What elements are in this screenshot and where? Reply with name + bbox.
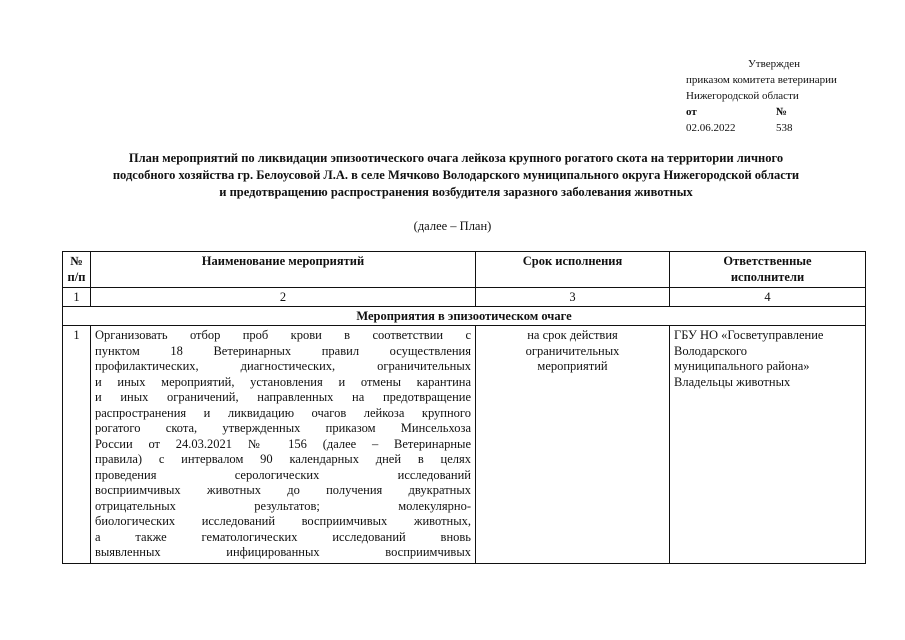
column-number: 1 xyxy=(63,288,91,307)
document-title-line-1: План мероприятий по ликвидации эпизоотического очага лейкоза крупного рогатого скота на территории личного xyxy=(128,151,784,165)
approval-values xyxy=(686,120,837,136)
row-name-line: Организовать отбор проб крови в соответствии с xyxy=(95,328,471,342)
table-row xyxy=(63,326,866,564)
document-subtitle: (далее – План) xyxy=(413,219,492,233)
header-resp-line-1: Ответственные xyxy=(723,254,812,268)
document-title-line-3: и предотвращению распространения возбудителя заразного заболевания животных xyxy=(219,185,693,199)
row-resp-line: муниципального района» xyxy=(674,359,810,373)
header-resp xyxy=(670,252,866,288)
row-name-line: восприимчивых животных до получения двукратных xyxy=(95,483,471,497)
row-term-line: на срок действия xyxy=(527,328,618,342)
approval-from-label: от xyxy=(686,106,697,118)
approval-block xyxy=(686,56,837,136)
column-number: 3 xyxy=(476,288,670,307)
row-name-line: распространения и ликвидацию очагов лейкоза крупного xyxy=(95,405,471,420)
column-number: 2 xyxy=(91,288,476,307)
section-title: Мероприятия в эпизоотическом очаге xyxy=(63,307,866,326)
approval-line-2: Нижегородской области xyxy=(686,90,799,102)
document-title xyxy=(40,150,872,201)
header-num-line-1: № xyxy=(70,254,83,268)
header-num xyxy=(63,252,91,288)
row-resp-line: Владельцы животных xyxy=(674,374,791,389)
row-term-line: мероприятий xyxy=(537,359,608,373)
approval-number-label: № xyxy=(776,106,788,118)
row-name-line: проведения серологических исследований xyxy=(95,467,471,482)
row-name-line: биологических исследований восприимчивых животных, xyxy=(95,514,471,528)
row-name xyxy=(91,326,476,564)
row-resp-line: Володарского xyxy=(674,343,748,358)
row-name-line: пунктом 18 Ветеринарных правил осуществления xyxy=(95,343,471,358)
row-term-line: ограничительных xyxy=(525,343,620,358)
row-name-line: отрицательных результатов; молекулярно- xyxy=(95,498,471,513)
row-responsible xyxy=(670,326,866,564)
row-number: 1 xyxy=(63,326,91,564)
row-term xyxy=(476,326,670,564)
header-resp-line-2: исполнители xyxy=(730,269,805,284)
header-term: Срок исполнения xyxy=(476,252,670,288)
row-name-line: и иных ограничений, направленных на предотвращение xyxy=(95,390,471,404)
section-row xyxy=(63,307,866,326)
approval-labels xyxy=(686,104,837,120)
document-title-line-2: подсобного хозяйства гр. Белоусовой Л.А. в селе Мячково Володарского муниципального округа Нижегородской области xyxy=(112,168,800,182)
column-number-row xyxy=(63,288,866,307)
plan-table xyxy=(62,251,866,564)
approval-title: Утвержден xyxy=(748,58,801,70)
approval-date: 02.06.2022 xyxy=(686,122,736,134)
approval-line-1: приказом комитета ветеринарии xyxy=(686,74,837,86)
approval-number: 538 xyxy=(776,122,793,134)
row-name-line: выявленных инфицированных восприимчивых xyxy=(95,545,471,559)
row-name-line: России от 24.03.2021 № 156 (далее – Ветеринарные xyxy=(95,436,471,451)
column-number: 4 xyxy=(670,288,866,307)
row-resp-line: ГБУ НО «Госветуправление xyxy=(674,328,824,342)
row-name-line: а также гематологических исследований вновь xyxy=(95,529,471,544)
header-num-line-2: п/п xyxy=(67,269,86,284)
header-name: Наименование мероприятий xyxy=(91,252,476,288)
row-name-line: правила) с интервалом 90 календарных дней в целях xyxy=(95,452,471,466)
row-name-line: профилактических, диагностических, ограничительных xyxy=(95,359,471,373)
table-header-row xyxy=(63,252,866,288)
row-name-line: и иных мероприятий, установления и отмены карантина xyxy=(95,374,471,389)
row-name-line: рогатого скота, утвержденных приказом Минсельхоза xyxy=(95,421,471,435)
